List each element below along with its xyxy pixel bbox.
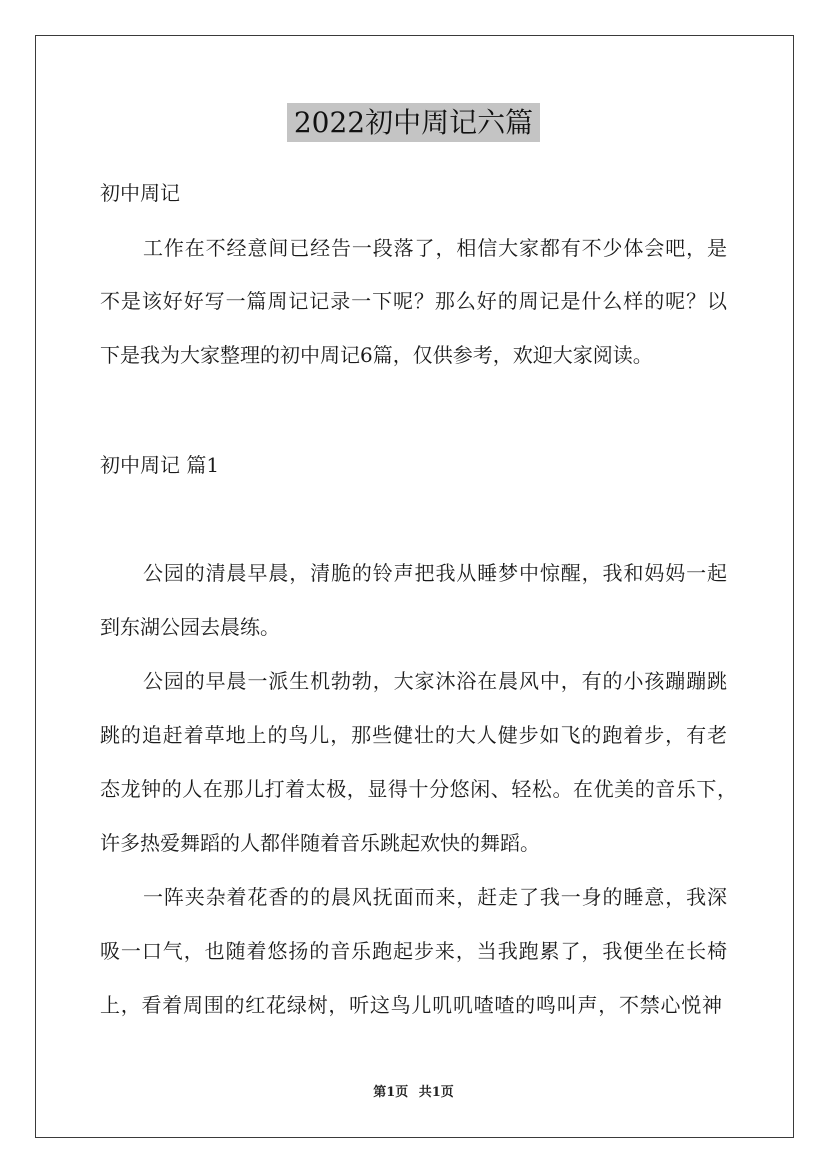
intro-line: 工作在不经意间已经告一段落了，相信大家都有不少体会吧，是: [143, 236, 727, 260]
paragraph-line: 公园的清晨早晨，清脆的铃声把我从睡梦中惊醒，我和妈妈一起: [143, 561, 727, 585]
intro-line: 不是该好好写一篇周记记录一下呢？那么好的周记是什么样的呢？以: [100, 289, 727, 313]
document-title: 2022初中周记六篇: [287, 103, 540, 142]
paragraph-line: 吸一口气，也随着悠扬的音乐跑起步来，当我跑累了，我便坐在长椅: [100, 939, 727, 963]
title-container: [0, 103, 827, 142]
paragraph-line: 一阵夹杂着花香的的晨风抚面而来，赶走了我一身的睡意，我深: [143, 885, 727, 909]
paragraph-line: 公园的早晨一派生机勃勃，大家沐浴在晨风中，有的小孩蹦蹦跳: [143, 669, 727, 693]
paragraph-line: 态龙钟的人在那儿打着太极，显得十分悠闲、轻松。在优美的音乐下，: [100, 777, 737, 801]
page-footer: 第1页 共1页: [373, 1085, 454, 1100]
paragraph-line: 许多热爱舞蹈的人都伴随着音乐跳起欢快的舞蹈。: [100, 831, 540, 855]
article-heading: 初中周记 篇1: [100, 453, 220, 477]
intro-line: 下是我为大家整理的初中周记6篇，仅供参考，欢迎大家阅读。: [100, 343, 653, 367]
paragraph-line: 上，看着周围的红花绿树，听这鸟儿叽叽喳喳的鸣叫声，不禁心悦神: [100, 993, 722, 1017]
paragraph-line: 跳的追赶着草地上的鸟儿，那些健壮的大人健步如飞的跑着步，有老: [100, 723, 727, 747]
section-heading: 初中周记: [100, 181, 180, 205]
paragraph-line: 到东湖公园去晨练。: [100, 615, 280, 639]
